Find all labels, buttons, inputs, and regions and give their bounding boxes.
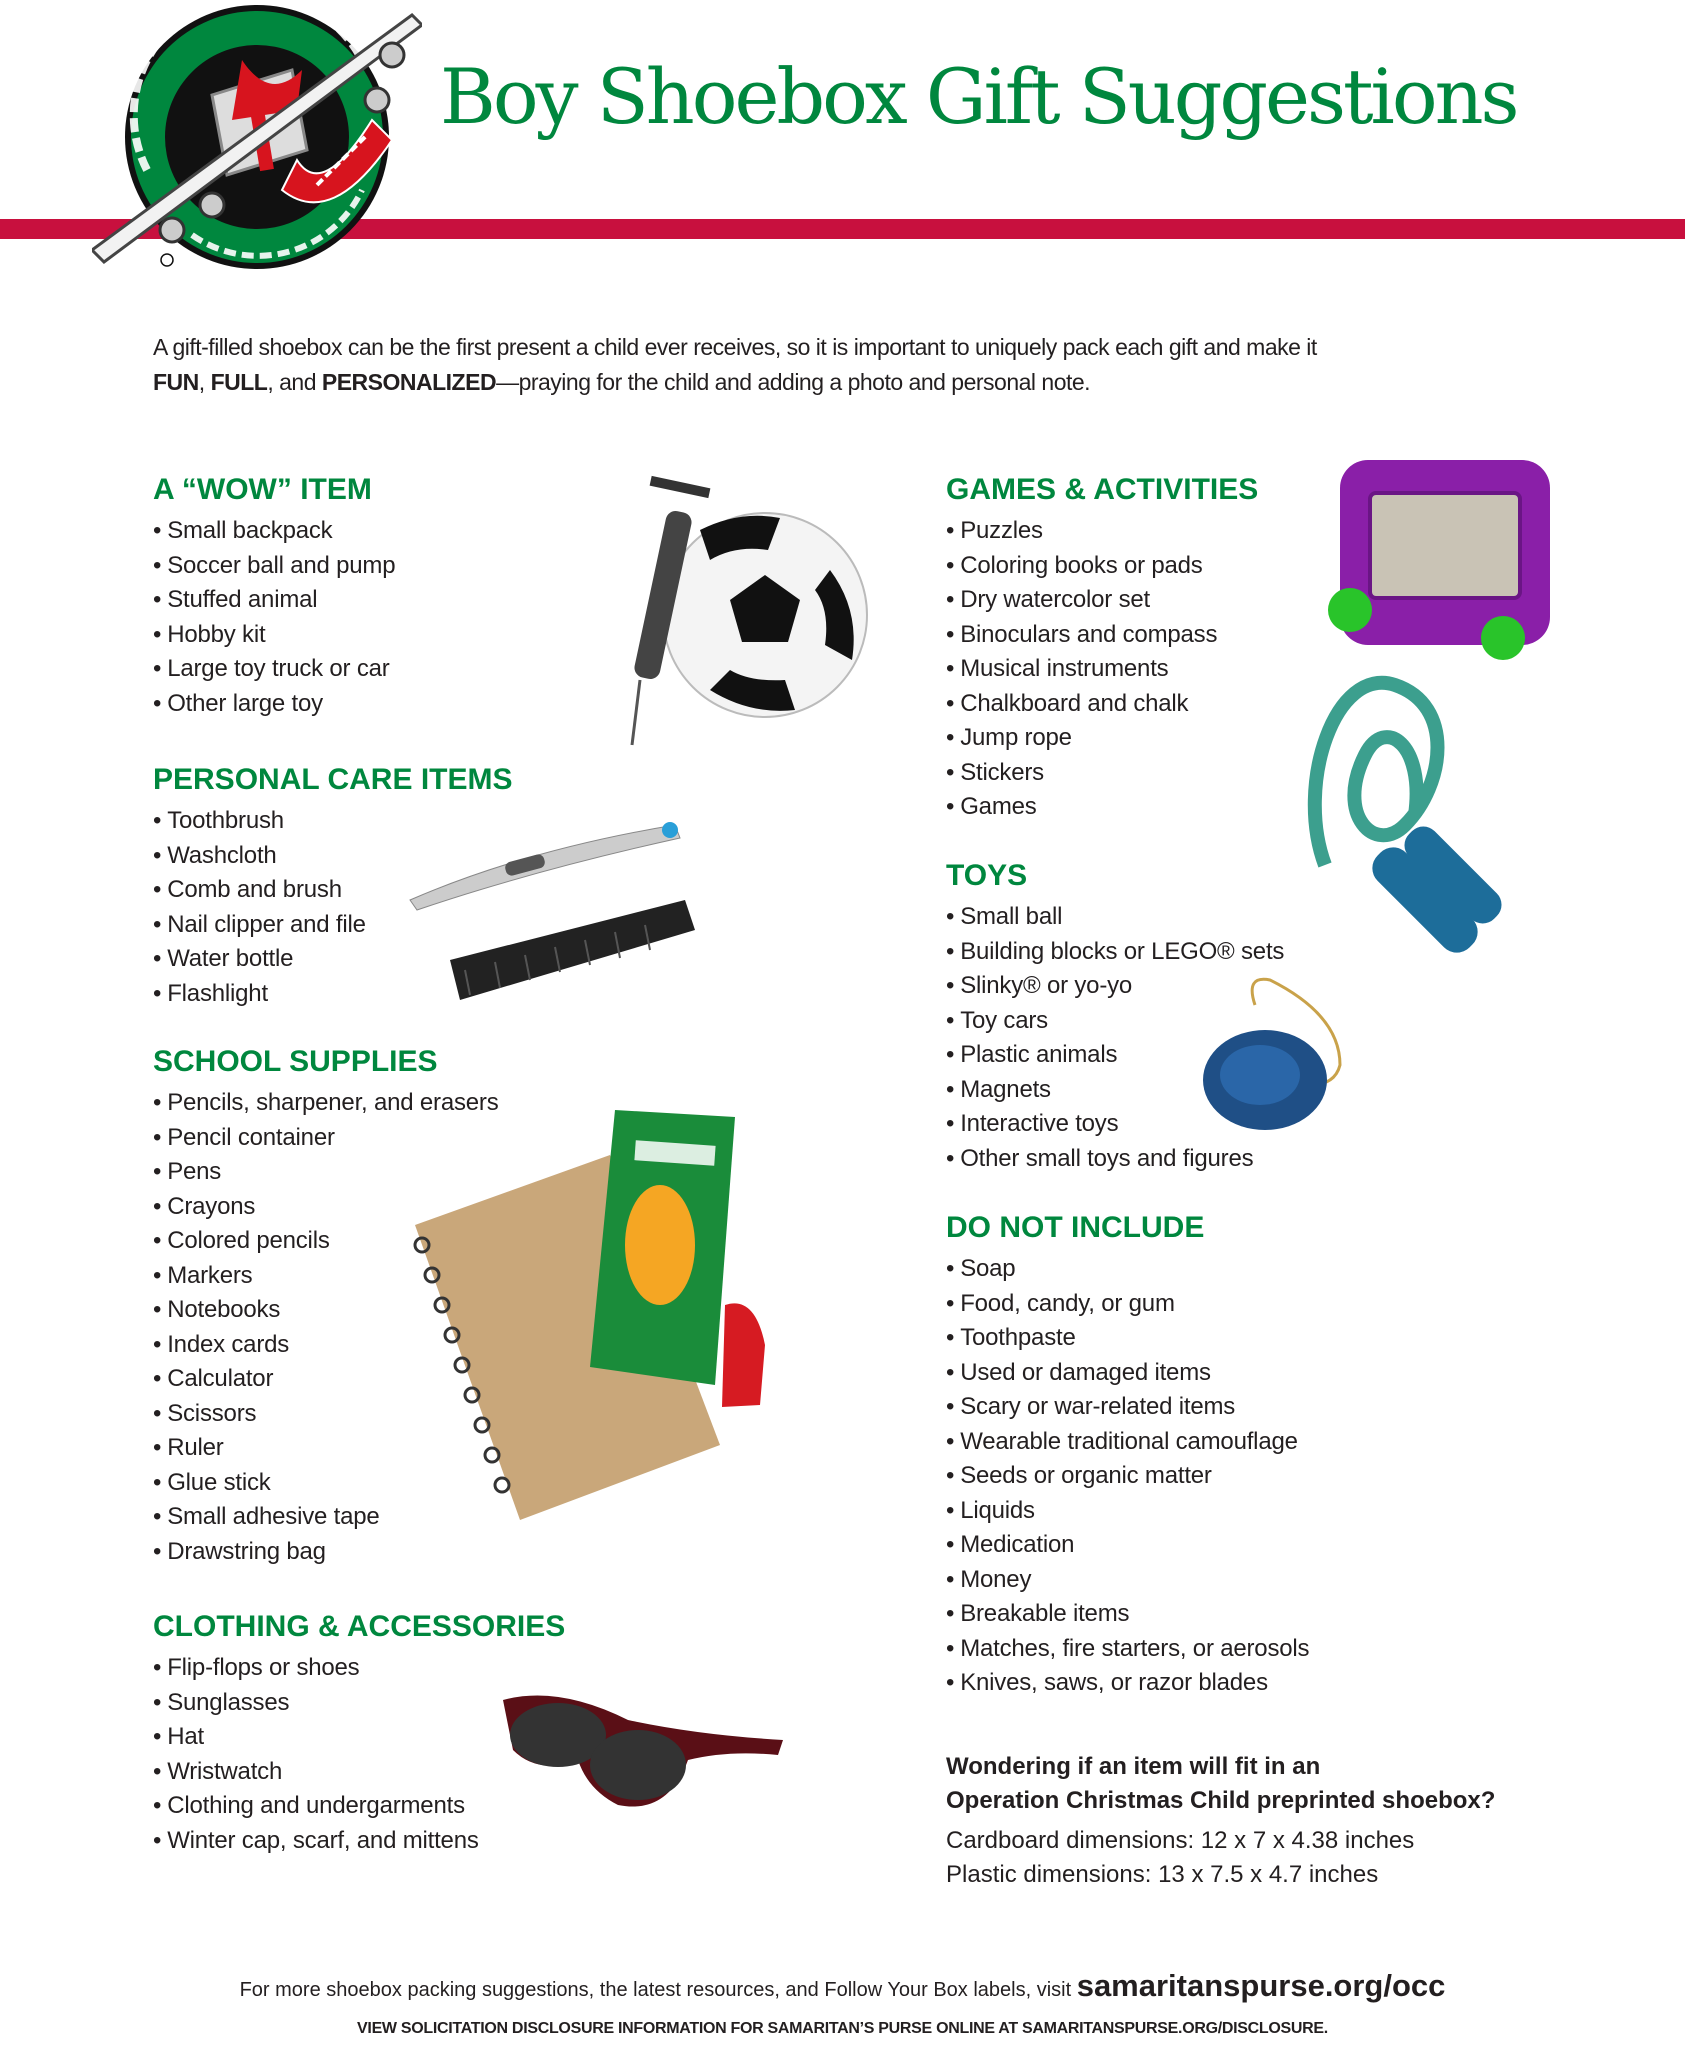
list-item: • Jump rope	[946, 721, 1258, 756]
list-item: • Plastic animals	[946, 1038, 1284, 1073]
list-item: • Crayons	[153, 1190, 499, 1225]
jump-rope-image	[1295, 665, 1515, 965]
list-item: • Stickers	[946, 756, 1258, 791]
page-title: Boy Shoebox Gift Suggestions	[440, 52, 1517, 141]
list-item: • Medication	[946, 1528, 1309, 1563]
list-item: • Calculator	[153, 1362, 499, 1397]
list-item: • Washcloth	[153, 839, 513, 874]
intro-full: FULL	[210, 369, 268, 395]
list-item: • Notebooks	[153, 1293, 499, 1328]
list-item: • Toy cars	[946, 1004, 1284, 1039]
item-list	[946, 514, 1258, 825]
fit-question-line2: Operation Christmas Child preprinted shoebox?	[946, 1787, 1496, 1814]
list-item: • Money	[946, 1563, 1309, 1598]
list-item: • Breakable items	[946, 1597, 1309, 1632]
list-item: • Flip-flops or shoes	[153, 1651, 565, 1686]
list-item: • Hobby kit	[153, 618, 395, 653]
list-item: • Stuffed animal	[153, 583, 395, 618]
list-item: • Scary or war-related items	[946, 1390, 1309, 1425]
list-item: • Other small toys and figures	[946, 1142, 1284, 1177]
list-item: • Chalkboard and chalk	[946, 687, 1258, 722]
list-item: • Knives, saws, or razor blades	[946, 1666, 1309, 1701]
list-item: • Scissors	[153, 1397, 499, 1432]
list-item: • Other large toy	[153, 687, 395, 722]
list-item: • Colored pencils	[153, 1224, 499, 1259]
list-item: • Magnets	[946, 1073, 1284, 1108]
list-item: • Pencils, sharpener, and erasers	[153, 1086, 499, 1121]
list-item: • Matches, fire starters, or aerosols	[946, 1632, 1309, 1667]
list-item: • Musical instruments	[946, 652, 1258, 687]
list-item: • Pens	[153, 1155, 499, 1190]
list-item: • Puzzles	[946, 514, 1258, 549]
footer-more-info	[0, 1968, 1685, 2004]
list-item: • Winter cap, scarf, and mittens	[153, 1824, 565, 1859]
list-item: • Wristwatch	[153, 1755, 565, 1790]
list-item: • Dry watercolor set	[946, 583, 1258, 618]
intro-paragraph	[153, 330, 1653, 400]
intro-sep: , and	[267, 369, 322, 395]
section-heading: SCHOOL SUPPLIES	[153, 1045, 438, 1078]
shoebox-fit-info	[946, 1750, 1495, 1892]
item-list	[153, 514, 395, 721]
list-item: • Pencil container	[153, 1121, 499, 1156]
fit-question-line1: Wondering if an item will fit in an	[946, 1753, 1321, 1780]
plastic-dimensions: Plastic dimensions: 13 x 7.5 x 4.7 inches	[946, 1861, 1379, 1888]
list-item: • Soap	[946, 1252, 1309, 1287]
list-item: • Ruler	[153, 1431, 499, 1466]
footer-url-link[interactable]: samaritanspurse.org/occ	[1076, 1968, 1446, 2003]
section-wow-item	[153, 472, 395, 721]
list-item: • Seeds or organic matter	[946, 1459, 1309, 1494]
operation-christmas-child-logo	[92, 0, 422, 275]
list-item: • Small backpack	[153, 514, 395, 549]
list-item: • Toothpaste	[946, 1321, 1309, 1356]
section-heading: PERSONAL CARE ITEMS	[153, 763, 513, 796]
list-item: • Drawstring bag	[153, 1535, 499, 1570]
section-heading: CLOTHING & ACCESSORIES	[153, 1610, 566, 1643]
list-item: • Toothbrush	[153, 804, 513, 839]
list-item: • Liquids	[946, 1494, 1309, 1529]
cardboard-dimensions: Cardboard dimensions: 12 x 7 x 4.38 inches	[946, 1827, 1415, 1854]
list-item: • Coloring books or pads	[946, 549, 1258, 584]
intro-rest: —praying for the child and adding a photo and personal note.	[496, 369, 1091, 395]
soccer-ball-and-pump-image	[590, 470, 870, 750]
list-item: • Sunglasses	[153, 1686, 565, 1721]
list-item: • Large toy truck or car	[153, 652, 395, 687]
list-item: • Food, candy, or gum	[946, 1287, 1309, 1322]
list-item: • Interactive toys	[946, 1107, 1284, 1142]
list-item: • Water bottle	[153, 942, 513, 977]
intro-line1: A gift-filled shoebox can be the first present a child ever receives, so it is important to uniquely pack each gift and make it	[153, 334, 1317, 360]
section-games-activities	[946, 472, 1258, 825]
list-item: • Soccer ball and pump	[153, 549, 395, 584]
footer-disclosure: VIEW SOLICITATION DISCLOSURE INFORMATION FOR SAMARITAN’S PURSE ONLINE AT SAMARITANSPURSE.ORG/DISCLOSURE.	[357, 2020, 1328, 2037]
section-do-not-include	[946, 1210, 1309, 1701]
intro-sep: ,	[198, 369, 211, 395]
list-item: • Glue stick	[153, 1466, 499, 1501]
list-item: • Markers	[153, 1259, 499, 1294]
list-item: • Nail clipper and file	[153, 908, 513, 943]
section-heading: GAMES & ACTIVITIES	[946, 473, 1259, 506]
list-item: • Wearable traditional camouflage	[946, 1425, 1309, 1460]
notebook-and-pencils-image	[400, 1105, 800, 1525]
list-item: • Small ball	[946, 900, 1284, 935]
list-item: • Clothing and undergarments	[153, 1789, 565, 1824]
section-heading: TOYS	[946, 859, 1028, 892]
intro-fun: FUN	[153, 369, 199, 395]
etch-a-sketch-image	[1325, 455, 1555, 665]
list-item: • Slinky® or yo-yo	[946, 969, 1284, 1004]
list-item: • Flashlight	[153, 977, 513, 1012]
item-list	[946, 1252, 1309, 1701]
footer-text: For more shoebox packing suggestions, the latest resources, and Follow Your Box labels, visit	[239, 1979, 1077, 2001]
section-heading: A “WOW” ITEM	[153, 473, 372, 506]
list-item: • Building blocks or LEGO® sets	[946, 935, 1284, 970]
list-item: • Comb and brush	[153, 873, 513, 908]
list-item: • Index cards	[153, 1328, 499, 1363]
intro-personalized: PERSONALIZED	[321, 369, 497, 395]
list-item: • Games	[946, 790, 1258, 825]
section-heading: DO NOT INCLUDE	[946, 1211, 1205, 1244]
yo-yo-image	[1200, 975, 1350, 1135]
list-item: • Binoculars and compass	[946, 618, 1258, 653]
toothbrush-and-comb-image	[405, 810, 695, 1010]
list-item: • Used or damaged items	[946, 1356, 1309, 1391]
list-item: • Hat	[153, 1720, 565, 1755]
sunglasses-image	[498, 1680, 788, 1820]
list-item: • Small adhesive tape	[153, 1500, 499, 1535]
